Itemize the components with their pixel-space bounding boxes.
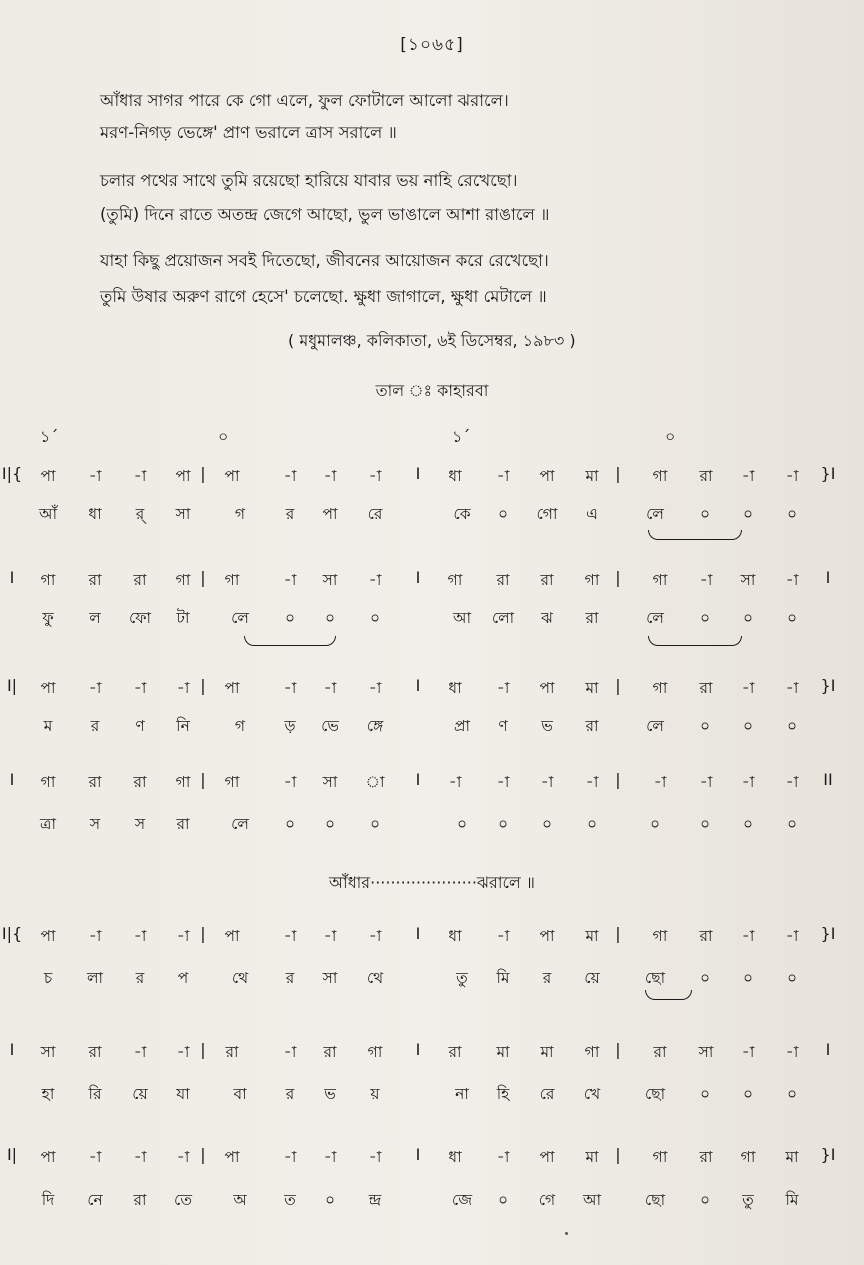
- lyric-syllable: গে: [538, 1191, 556, 1209]
- swara-note: -া: [496, 1148, 510, 1166]
- lyric-syllable: লে: [646, 505, 664, 523]
- swara-note: পা: [539, 1148, 555, 1166]
- swara-note: রা: [699, 467, 713, 485]
- refrain-marker: আঁধার·····················ঝরালে ॥: [329, 873, 535, 892]
- swara-note: -া: [785, 1043, 799, 1061]
- lyric-syllable: টা: [176, 609, 190, 627]
- bar-divider: I: [415, 676, 421, 695]
- lyric-syllable: ভে: [321, 717, 339, 735]
- taal-label: তাল ঃ কাহারবা: [375, 381, 489, 400]
- lyric-syllable: নি: [176, 717, 190, 735]
- lyric-syllable: ০: [699, 815, 711, 833]
- lyric-syllable: আঁ: [38, 505, 58, 523]
- swara-note: -া: [741, 467, 755, 485]
- swara-note: গা: [224, 773, 240, 791]
- composition-footnote: ( মধুমালঞ্চ, কলিকাতা, ৬ই ডিসেম্বর, ১৯৮৩ ): [288, 331, 576, 350]
- swara-note: মা: [785, 1148, 799, 1166]
- lyric-syllable: ০: [324, 1191, 336, 1209]
- swara-note: -া: [368, 467, 382, 485]
- verse-line-2: মরণ-নিগড় ভেঙ্গে' প্রাণ ভরালে ত্রাস সরালে ॥: [100, 123, 397, 142]
- swara-note: -া: [88, 927, 102, 945]
- bar-divider: |: [615, 1145, 621, 1164]
- line-end-bar: II: [823, 770, 833, 789]
- lyric-syllable: য়ে: [584, 969, 600, 987]
- lyric-syllable: ০: [742, 815, 754, 833]
- lyric-syllable: ০: [497, 1191, 509, 1209]
- swara-note: মা: [585, 1148, 599, 1166]
- lyric-syllable: ছো: [644, 1191, 666, 1209]
- lyric-syllable: ০: [456, 815, 468, 833]
- swara-note: রা: [225, 1043, 239, 1061]
- lyric-syllable: ভ: [324, 1085, 336, 1103]
- swara-note: -া: [176, 679, 190, 697]
- lyric-syllable: রে: [367, 505, 383, 523]
- verse-line-6: তুমি উষার অরুণ রাগে হেসে' চলেছো. ক্ষুধা জাগালে, ক্ষুধা মেটালে ॥: [100, 287, 547, 306]
- lyric-syllable: ত: [284, 1191, 296, 1209]
- lyric-syllable: ০: [786, 969, 798, 987]
- swara-note: -া: [133, 679, 147, 697]
- lyric-syllable: ০: [586, 815, 598, 833]
- slur-bracket: [648, 530, 742, 540]
- swara-note: -া: [176, 1043, 190, 1061]
- lyric-syllable: রা: [133, 1191, 147, 1209]
- line-start-bar: I: [9, 1040, 15, 1059]
- lyric-syllable: এ: [586, 505, 598, 523]
- lyric-syllable: স: [89, 815, 101, 833]
- lyric-syllable: ত্রা: [40, 815, 56, 833]
- swara-note: মা: [585, 679, 599, 697]
- swara-note: -া: [88, 679, 102, 697]
- line-end-bar: }I: [820, 1145, 836, 1164]
- verse-line-3: চলার পথের সাথে তুমি রয়েছো হারিয়ে যাবার ভয় নাহি রেখেছো।: [100, 171, 518, 190]
- line-end-bar: I: [825, 1040, 831, 1059]
- lyric-syllable: লে: [646, 609, 664, 627]
- swara-note: -া: [133, 1043, 147, 1061]
- lyric-syllable: ণ: [135, 717, 145, 735]
- swara-note: গা: [652, 571, 668, 589]
- swara-note: -া: [741, 927, 755, 945]
- swara-note: রা: [699, 927, 713, 945]
- lyric-syllable: ঝ: [541, 609, 553, 627]
- swara-note: -া: [785, 927, 799, 945]
- swara-note: -া: [283, 1148, 297, 1166]
- line-end-bar: }I: [820, 464, 836, 483]
- lyric-syllable: তু: [456, 969, 468, 987]
- bar-divider: |: [200, 464, 206, 483]
- lyric-syllable: ০: [742, 505, 754, 523]
- lyric-syllable: লা: [86, 969, 104, 987]
- swara-note: রা: [88, 1043, 102, 1061]
- lyric-syllable: ০: [649, 815, 661, 833]
- lyric-syllable: ০: [742, 969, 754, 987]
- lyric-syllable: তে: [174, 1191, 192, 1209]
- swara-note: ধা: [448, 1148, 462, 1166]
- swara-note: পা: [224, 927, 240, 945]
- swara-note: -া: [496, 927, 510, 945]
- lyric-syllable: সা: [322, 969, 338, 987]
- bar-divider: |: [615, 464, 621, 483]
- swara-note: গা: [224, 571, 240, 589]
- lyric-syllable: ০: [786, 505, 798, 523]
- lyric-syllable: প: [177, 969, 189, 987]
- swara-note: গা: [447, 571, 463, 589]
- lyric-syllable: গ: [234, 717, 246, 735]
- lyric-syllable: ল: [89, 609, 101, 627]
- swara-note: -া: [368, 927, 382, 945]
- lyric-syllable: মি: [496, 969, 510, 987]
- lyric-syllable: প্রা: [453, 717, 471, 735]
- swara-note: -া: [283, 571, 297, 589]
- swara-note: -া: [741, 1043, 755, 1061]
- lyric-syllable: ০: [369, 609, 381, 627]
- lyric-syllable: র: [135, 969, 145, 987]
- swara-note: পা: [224, 467, 240, 485]
- lyric-syllable: ভ: [541, 717, 553, 735]
- swara-note: গা: [652, 467, 668, 485]
- swara-note: -া: [323, 927, 337, 945]
- bar-divider: |: [200, 1145, 206, 1164]
- swara-note: সা: [698, 1043, 714, 1061]
- lyric-syllable: তু: [742, 1191, 754, 1209]
- swara-note: গা: [175, 571, 191, 589]
- swara-note: পা: [40, 467, 56, 485]
- swara-note: সা: [740, 571, 756, 589]
- lyric-syllable: ০: [284, 815, 296, 833]
- swara-note: -া: [540, 773, 554, 791]
- lyric-syllable: ০: [699, 609, 711, 627]
- line-start-bar: I: [9, 568, 15, 587]
- lyric-syllable: আ: [582, 1191, 602, 1209]
- lyric-syllable: য়ে: [132, 1085, 148, 1103]
- swara-note: সা: [322, 571, 338, 589]
- swara-note: পা: [224, 1148, 240, 1166]
- swara-note: -া: [699, 773, 713, 791]
- bar-divider: |: [615, 924, 621, 943]
- lyric-syllable: ঙ্গে: [366, 717, 384, 735]
- swara-note: -া: [496, 467, 510, 485]
- swara-note: পা: [40, 927, 56, 945]
- swara-note: পা: [40, 1148, 56, 1166]
- bar-divider: |: [615, 1040, 621, 1059]
- lyric-syllable: লো: [491, 609, 515, 627]
- bar-divider: I: [415, 464, 421, 483]
- lyric-syllable: ম: [43, 717, 53, 735]
- swara-note: -া: [323, 679, 337, 697]
- lyric-syllable: ০: [786, 815, 798, 833]
- swara-note: -া: [448, 773, 462, 791]
- lyric-syllable: মি: [785, 1191, 799, 1209]
- lyric-syllable: ০: [742, 609, 754, 627]
- lyric-syllable: ন্দ্র: [368, 1191, 382, 1209]
- swara-note: পা: [175, 467, 191, 485]
- swara-note: -া: [176, 1148, 190, 1166]
- lyric-syllable: র: [285, 1085, 295, 1103]
- bar-divider: |: [615, 568, 621, 587]
- swara-note: ধা: [448, 467, 462, 485]
- lyric-syllable: কে: [453, 505, 471, 523]
- lyric-syllable: জে: [451, 1191, 473, 1209]
- lyric-syllable: আ: [452, 609, 472, 627]
- lyric-syllable: সা: [175, 505, 191, 523]
- lyric-syllable: ০: [324, 815, 336, 833]
- lyric-syllable: ০: [497, 815, 509, 833]
- swara-note: -া: [323, 1148, 337, 1166]
- swara-note: গা: [40, 773, 56, 791]
- lyric-syllable: ফু: [42, 609, 54, 627]
- swara-note: সা: [322, 773, 338, 791]
- bar-divider: |: [200, 924, 206, 943]
- bar-divider: |: [200, 676, 206, 695]
- lyric-syllable: হা: [41, 1085, 55, 1103]
- lyric-syllable: ০: [369, 815, 381, 833]
- lyric-syllable: ছো: [644, 1085, 666, 1103]
- lyric-syllable: লে: [231, 815, 249, 833]
- swara-note: -া: [283, 1043, 297, 1061]
- beat-mark-3: ১´: [452, 427, 471, 446]
- line-start-bar: I: [9, 770, 15, 789]
- swara-note: গা: [652, 927, 668, 945]
- verse-line-4: (তুমি) দিনে রাতে অতন্দ্র জেগে আছো, ভুল ভাঙালে আশা রাঙালে ॥: [100, 205, 550, 224]
- bar-divider: I: [415, 770, 421, 789]
- lyric-syllable: ০: [742, 717, 754, 735]
- swara-note: গা: [740, 1148, 756, 1166]
- lyric-syllable: ০: [786, 1085, 798, 1103]
- lyric-syllable: ণ: [498, 717, 508, 735]
- lyric-syllable: লে: [646, 717, 664, 735]
- lyric-syllable: অ: [233, 1191, 247, 1209]
- line-start-bar: I|{: [1, 924, 23, 943]
- swara-note: মা: [496, 1043, 510, 1061]
- swara-note: -া: [785, 679, 799, 697]
- swara-note: া: [365, 773, 385, 791]
- swara-note: -া: [785, 571, 799, 589]
- lyric-syllable: ছো: [644, 969, 666, 987]
- verse-line-5: যাহা কিছু প্রয়োজন সবই দিতেছো, জীবনের আয়োজন করে রেখেছো।: [100, 251, 549, 270]
- bar-divider: |: [200, 568, 206, 587]
- ink-speck: [565, 1232, 568, 1235]
- swara-note: -া: [283, 773, 297, 791]
- swara-note: গা: [40, 571, 56, 589]
- swara-note: -া: [323, 467, 337, 485]
- swara-note: -া: [88, 1148, 102, 1166]
- swara-note: -া: [785, 773, 799, 791]
- swara-note: রা: [88, 571, 102, 589]
- swara-note: সা: [40, 1043, 56, 1061]
- lyric-syllable: বা: [233, 1085, 247, 1103]
- lyric-syllable: ০: [497, 505, 509, 523]
- lyric-syllable: ০: [699, 505, 711, 523]
- bar-divider: I: [415, 1145, 421, 1164]
- lyric-syllable: ০: [324, 609, 336, 627]
- swara-note: -া: [368, 1148, 382, 1166]
- swara-note: -া: [283, 679, 297, 697]
- page-number: [১০৬৫]: [400, 35, 464, 55]
- swara-note: -া: [741, 679, 755, 697]
- swara-note: রা: [699, 679, 713, 697]
- slur-bracket: [648, 636, 742, 646]
- lyric-syllable: হি: [496, 1085, 510, 1103]
- lyric-syllable: ০: [699, 1191, 711, 1209]
- swara-note: রা: [496, 571, 510, 589]
- swara-note: মা: [540, 1043, 554, 1061]
- beat-mark-1: ১´: [40, 427, 59, 446]
- swara-note: পা: [40, 679, 56, 697]
- swara-note: -া: [283, 467, 297, 485]
- lyric-syllable: ০: [699, 717, 711, 735]
- verse-line-1: আঁধার সাগর পারে কে গো এলে, ফুল ফোটালে আলো ঝরালে।: [100, 91, 509, 110]
- lyric-syllable: ০: [742, 1085, 754, 1103]
- bar-divider: |: [615, 676, 621, 695]
- lyric-syllable: লে: [231, 609, 249, 627]
- bar-divider: I: [415, 568, 421, 587]
- lyric-syllable: ০: [284, 609, 296, 627]
- bar-divider: I: [415, 1040, 421, 1059]
- swara-note: গা: [652, 679, 668, 697]
- bar-divider: |: [200, 770, 206, 789]
- swara-note: রা: [88, 773, 102, 791]
- lyric-syllable: য়: [370, 1085, 380, 1103]
- swara-note: -া: [133, 927, 147, 945]
- lyric-syllable: র: [285, 505, 295, 523]
- bar-divider: |: [200, 1040, 206, 1059]
- swara-note: ধা: [448, 679, 462, 697]
- swara-note: -া: [283, 927, 297, 945]
- lyric-syllable: ০: [699, 969, 711, 987]
- lyric-syllable: ধা: [88, 505, 102, 523]
- lyric-syllable: র্: [135, 505, 145, 523]
- beat-mark-4: ০: [665, 427, 676, 446]
- beat-mark-2: ০: [218, 427, 229, 446]
- line-end-bar: }I: [820, 924, 836, 943]
- lyric-syllable: গ: [234, 505, 246, 523]
- swara-note: -া: [88, 467, 102, 485]
- swara-note: -া: [133, 467, 147, 485]
- swara-note: রা: [699, 1148, 713, 1166]
- swara-note: গা: [367, 1043, 383, 1061]
- lyric-syllable: রা: [176, 815, 190, 833]
- lyric-syllable: স: [134, 815, 146, 833]
- lyric-syllable: যা: [176, 1085, 190, 1103]
- swara-note: -া: [496, 679, 510, 697]
- swara-note: -া: [176, 927, 190, 945]
- line-start-bar: I|: [6, 1145, 18, 1164]
- swara-note: রা: [133, 773, 147, 791]
- lyric-syllable: র: [285, 969, 295, 987]
- swara-note: ধা: [448, 927, 462, 945]
- swara-note: গা: [652, 1148, 668, 1166]
- slur-bracket: [645, 990, 692, 1000]
- lyric-syllable: না: [455, 1085, 469, 1103]
- swara-note: গা: [175, 773, 191, 791]
- swara-note: -া: [368, 571, 382, 589]
- swara-note: রা: [540, 571, 554, 589]
- swara-note: রা: [323, 1043, 337, 1061]
- line-start-bar: I|: [6, 676, 18, 695]
- swara-note: -া: [741, 773, 755, 791]
- swara-note: গা: [584, 1043, 600, 1061]
- lyric-syllable: দি: [41, 1191, 55, 1209]
- lyric-syllable: খে: [583, 1085, 601, 1103]
- lyric-syllable: ০: [786, 717, 798, 735]
- swara-note: রা: [448, 1043, 462, 1061]
- lyric-syllable: থে: [231, 969, 249, 987]
- lyric-syllable: ০: [699, 1085, 711, 1103]
- bar-divider: |: [615, 770, 621, 789]
- lyric-syllable: ড়: [284, 717, 296, 735]
- swara-note: -া: [785, 467, 799, 485]
- swara-note: -া: [585, 773, 599, 791]
- line-end-bar: I: [825, 568, 831, 587]
- lyric-syllable: রে: [539, 1085, 555, 1103]
- swara-note: পা: [224, 679, 240, 697]
- lyric-syllable: গো: [536, 505, 558, 523]
- lyric-syllable: রা: [585, 609, 599, 627]
- lyric-syllable: র: [90, 717, 100, 735]
- lyric-syllable: থে: [366, 969, 384, 987]
- swara-note: -া: [699, 571, 713, 589]
- swara-note: রা: [653, 1043, 667, 1061]
- swara-note: রা: [133, 571, 147, 589]
- swara-note: মা: [585, 927, 599, 945]
- lyric-syllable: ০: [541, 815, 553, 833]
- line-end-bar: }I: [820, 676, 836, 695]
- swara-note: মা: [585, 467, 599, 485]
- swara-note: পা: [539, 927, 555, 945]
- swara-note: -া: [133, 1148, 147, 1166]
- lyric-syllable: ০: [786, 609, 798, 627]
- swara-note: -া: [368, 679, 382, 697]
- line-start-bar: I|{: [1, 464, 23, 483]
- lyric-syllable: পা: [322, 505, 338, 523]
- swara-note: গা: [584, 571, 600, 589]
- lyric-syllable: রি: [88, 1085, 102, 1103]
- swara-note: পা: [539, 467, 555, 485]
- lyric-syllable: ফো: [128, 609, 152, 627]
- lyric-syllable: নে: [87, 1191, 103, 1209]
- slur-bracket: [244, 636, 336, 646]
- lyric-syllable: চ: [43, 969, 53, 987]
- bar-divider: I: [415, 924, 421, 943]
- lyric-syllable: রা: [585, 717, 599, 735]
- swara-note: -া: [496, 773, 510, 791]
- swara-note: -া: [653, 773, 667, 791]
- lyric-syllable: র: [542, 969, 552, 987]
- swara-note: পা: [539, 679, 555, 697]
